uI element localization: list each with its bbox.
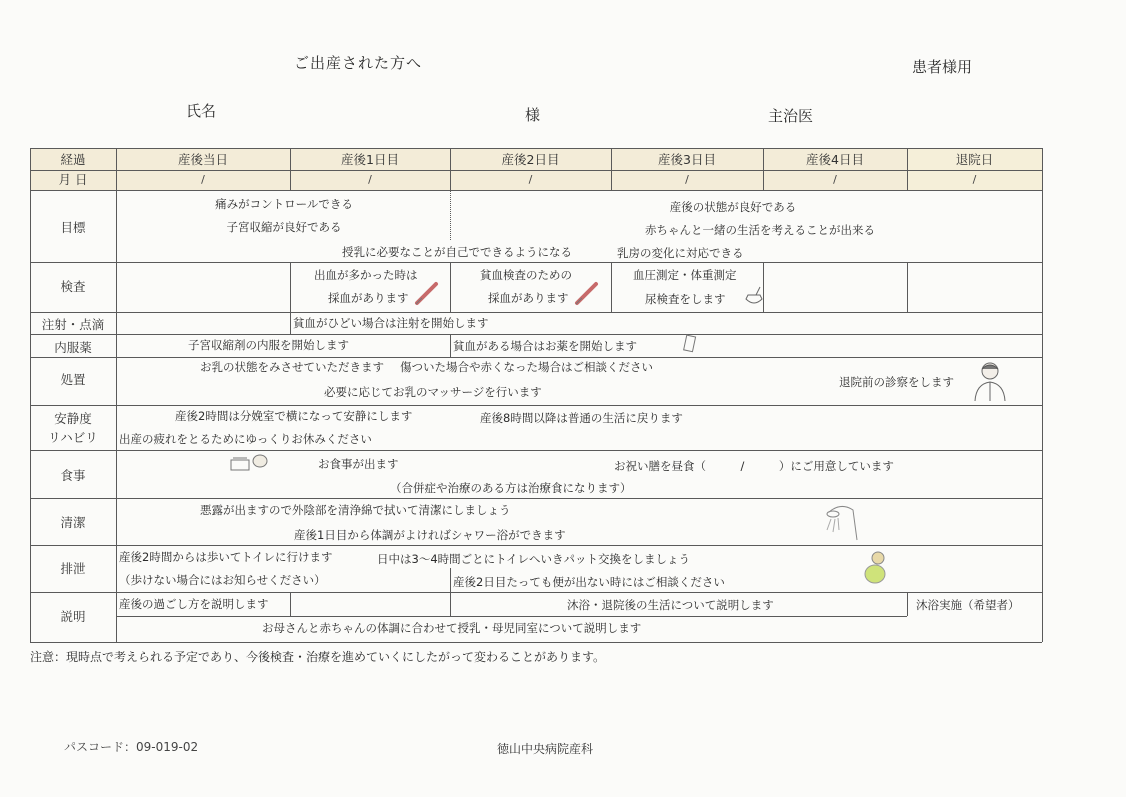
care-text: 傷ついた場合や赤くなった場合はご相談ください	[400, 360, 653, 374]
meal-text: お祝い膳を昼食（ / ）にご用意しています	[614, 459, 894, 473]
row-label-rest-1: 安静度	[54, 411, 92, 426]
row-label-meal: 食事	[60, 468, 86, 483]
row-label-hygiene: 清潔	[60, 515, 86, 530]
excretion-text: 産後2日目たっても便が出ない時にはご相談ください	[453, 575, 725, 589]
grid-line	[116, 616, 907, 617]
grid-line	[30, 357, 1042, 358]
care-text: 退院前の診察をします	[839, 375, 954, 389]
rest-text: 産後2時間は分娩室で横になって安静にします	[175, 409, 413, 423]
row-label-rest-2: リハビリ	[48, 430, 98, 445]
grid-line	[611, 262, 612, 312]
grid-line	[907, 592, 908, 616]
grid-line	[30, 405, 1042, 406]
syringe-icon	[574, 280, 600, 306]
exam-text: 貧血検査のための	[480, 268, 572, 282]
day-header-5: 退院日	[955, 152, 994, 167]
goal-text: 子宮収縮が良好である	[226, 220, 342, 234]
document-title: ご出産された方へ	[294, 54, 423, 72]
care-text: お乳の状態をみさせていただきます	[200, 360, 384, 374]
exam-text: 採血があります	[328, 291, 409, 305]
hygiene-text: 産後1日目から体調がよければシャワー浴ができます	[294, 528, 566, 542]
sama-label: 様	[525, 106, 541, 124]
explain-text: 沐浴・退院後の生活について説明します	[567, 598, 774, 612]
grid-line	[30, 170, 1042, 171]
care-text: 必要に応じてお乳のマッサージを行います	[324, 385, 542, 399]
goal-text: 授乳に必要なことが自己でできるようになる	[342, 245, 572, 259]
medicine-packet-icon	[680, 334, 700, 354]
child-icon	[860, 550, 892, 586]
grid-line	[30, 592, 1042, 593]
day-header-2: 産後2日目	[501, 152, 560, 167]
meal-tray-icon	[230, 452, 270, 474]
date-field-0[interactable]: /	[201, 173, 205, 186]
syringe-icon	[414, 280, 440, 306]
goal-text: 痛みがコントロールできる	[215, 197, 353, 211]
column-label-date: 月 日	[58, 172, 88, 187]
row-label-excretion: 排泄	[60, 561, 86, 576]
urine-cup-icon	[742, 285, 766, 307]
row-label-oral: 内服薬	[54, 340, 92, 355]
grid-line	[907, 262, 908, 312]
grid-line	[450, 334, 451, 357]
grid-line	[30, 545, 1042, 546]
row-label-exam: 検査	[60, 279, 86, 294]
doctor-label: 主治医	[768, 107, 814, 125]
explain-text: 沐浴実施（希望者）	[916, 598, 1020, 612]
rest-text: 産後8時間以降は普通の生活に戻ります	[480, 411, 683, 425]
grid-line	[450, 568, 451, 592]
grid-line	[30, 312, 1042, 313]
grid-line	[30, 262, 1042, 263]
column-label-progress: 経過	[60, 152, 86, 167]
grid-line	[30, 498, 1042, 499]
injection-text: 貧血がひどい場合は注射を開始します	[293, 316, 489, 330]
oral-text: 貧血がある場合はお薬を開始します	[453, 339, 637, 353]
date-field-3[interactable]: /	[685, 173, 689, 186]
grid-line	[30, 450, 1042, 451]
grid-line	[30, 642, 1042, 643]
date-field-5[interactable]: /	[972, 173, 977, 186]
pass-code: パスコード：09-019-02	[64, 740, 199, 754]
grid-line	[290, 592, 291, 616]
grid-line	[290, 312, 291, 334]
excretion-text: （歩けない場合にはお知らせください）	[119, 573, 326, 587]
patient-copy-label: 患者様用	[912, 58, 973, 76]
meal-text: お食事が出ます	[318, 457, 399, 471]
row-label-goal: 目標	[60, 220, 86, 235]
day-header-0: 産後当日	[177, 152, 228, 167]
row-label-injection: 注射・点滴	[41, 317, 105, 332]
date-field-4[interactable]: /	[833, 173, 837, 186]
exam-text: 尿検査をします	[645, 292, 726, 306]
name-label: 氏名	[186, 102, 217, 120]
explain-text: 産後の過ごし方を説明します	[119, 597, 269, 611]
row-label-explain: 説明	[60, 609, 86, 624]
rest-text: 出産の疲れをとるためにゆっくりお休みください	[119, 432, 372, 446]
grid-line	[450, 262, 451, 312]
disclaimer-note: 注意：現時点で考えられる予定であり、今後検査・治療を進めていくにしたがって変わることがあります。	[30, 650, 606, 664]
date-field-1[interactable]: /	[368, 173, 372, 186]
grid-line	[116, 148, 117, 642]
shower-icon	[823, 502, 863, 542]
date-field-2[interactable]: /	[528, 173, 533, 186]
exam-text: 出血が多かった時は	[314, 268, 418, 282]
grid-line	[450, 592, 451, 616]
exam-text: 血圧測定・体重測定	[633, 268, 737, 282]
grid-line	[30, 190, 1042, 191]
excretion-text: 産後2時間からは歩いてトイレに行けます	[119, 550, 333, 564]
doctor-icon	[970, 360, 1010, 402]
explain-text: お母さんと赤ちゃんの体調に合わせて授乳・母児同室について説明します	[262, 621, 642, 635]
exam-text: 採血があります	[488, 291, 569, 305]
excretion-text: 日中は3～4時間ごとにトイレへいきパット交換をしましょう	[377, 552, 691, 566]
oral-text: 子宮収縮剤の内服を開始します	[188, 338, 349, 352]
goal-text: 赤ちゃんと一緒の生活を考えることが出来る	[645, 223, 875, 237]
hospital-name: 徳山中央病院産科	[497, 742, 594, 756]
grid-line	[1042, 148, 1043, 642]
day-header-3: 産後3日目	[658, 152, 716, 167]
grid-line	[450, 190, 451, 240]
day-header-4: 産後4日目	[806, 152, 864, 167]
goal-text: 乳房の変化に対応できる	[617, 246, 744, 260]
grid-line	[30, 334, 1042, 335]
goal-text: 産後の状態が良好である	[669, 200, 797, 214]
hygiene-text: 悪露が出ますので外陰部を清浄綿で拭いて清潔にしましょう	[200, 503, 511, 517]
grid-line	[290, 262, 291, 312]
day-header-1: 産後1日目	[341, 152, 399, 167]
grid-line	[30, 148, 1042, 149]
row-label-care: 処置	[60, 372, 86, 387]
meal-text: （合併症や治療のある方は治療食になります）	[390, 481, 632, 495]
